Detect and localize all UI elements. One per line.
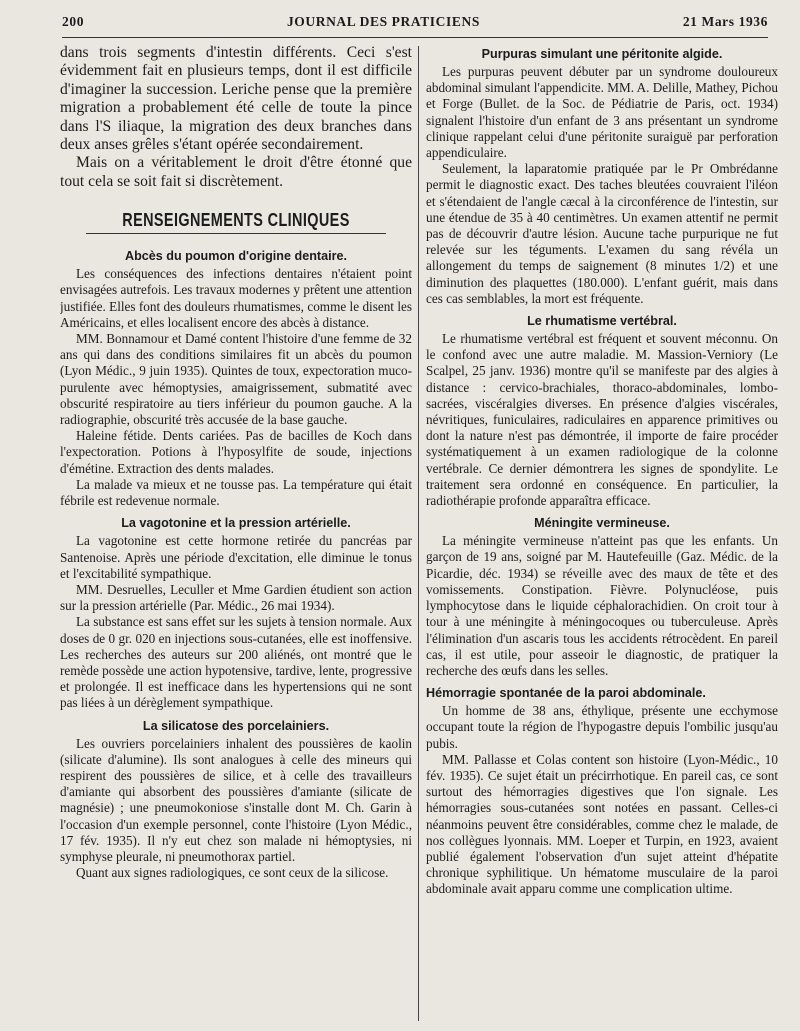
article-paragraph: La méningite vermineuse n'atteint pas que les enfants. Un garçon de 19 ans, soigné par M. Hautefeuille (Gaz. Médic. de la Picardie, déc. 1934) se réveille avec des maux de tête et des vomissements. Constipation. Fièvre. Polynucléose, puis lymphocytose dans le liquide céphalorachidien. On croit tour à tour à une méningite à méningocoques ou tuberculeuse. Après l'élimination d'un ascaris tous les accidents rétrocèdent. En pareil cas, il est utile, pour asseoir le diagnostic, de pratiquer la recherche des œufs dans les selles. — [426, 533, 778, 678]
article-paragraph: MM. Pallasse et Colas content son histoire (Lyon-Médic., 10 fév. 1935). Ce sujet était un précirrhotique. En pareil cas, ce sont surtout des hémorragies digestives que l'on signale. Les hémorragies sous-cutanées sont notées en passant. Celles-ci néanmoins peuvent être considérables, comme chez le malade, de nos collègues lyonnais. MM. Loeper et Turpin, en 1923, avaient publié également l'observation d'un sujet atteint d'hépatite chronique syphilitique. Un hématome musculaire de la paroi abdominale avait apparu comme une complication ultime. — [426, 751, 778, 897]
article-paragraph: Les ouvriers porcelainiers inhalent des poussières de kaolin (silicate d'alumine). Ils sont analogues à celle des mineurs qui respirent des poussières de silice, et à celle des travailleurs d'amiante qui absorbent des poussières d'amiante (silicate de magnésie) ; une pneumokoniose s'installe dont M. Ch. Garin à l'occasion d'un exemple personnel, conte l'histoire (Lyon Médic., 17 fév. 1935). Il n'y eut chez son malade ni hémoptysies, ni symphyse pleurale, ni pneumothorax partiel. — [60, 735, 412, 864]
article-title: Le rhumatisme vertébral. — [527, 314, 677, 329]
page-number: 200 — [62, 14, 85, 29]
section-rule — [86, 233, 386, 234]
journal-title: JOURNAL DES PRATICIENS — [286, 14, 480, 29]
intro-paragraph: dans trois segments d'intestin différents. Ceci s'est évidemment fait en plusieurs temps, dont il est difficile d'imaginer la succession. Leriche pense que la première migration a probablement été celle de toute la pince dans l'S iliaque, la migration des deux branches dans deux anses grêles s'étant opérée secondairement. — [60, 44, 412, 154]
right-column — [426, 44, 778, 1031]
article-paragraph: MM. Desruelles, Leculler et Mme Gardien étudient son action sur la pression artérielle (Par. Médic., 26 mai 1934). — [60, 581, 412, 614]
intro-paragraph: Mais on a véritablement le droit d'être étonné que tout cela se soit fait si discrètement. — [60, 154, 412, 190]
article-title: Méningite vermineuse. — [534, 516, 670, 531]
article-title: Hémorragie spontanée de la paroi abdominale. — [426, 686, 706, 701]
column-divider — [418, 46, 419, 1021]
article-paragraph: Haleine fétide. Dents cariées. Pas de bacilles de Koch dans l'expectoration. Potions à l'hyposylfite de soude, injections d'émétine. Extraction des dents malades. — [60, 428, 412, 476]
article-paragraph: MM. Bonnamour et Damé content l'histoire d'une femme de 32 ans qui dans des conditions similaires fit un abcès du poumon (Lyon Médic., 9 juin 1935). Quintes de toux, expectoration muco-purulente avec hémoptysies, amaigrissement, submatité avec obscurité respiratoire au tiers inférieur du poumon gauche. A la radiographie, obscurité très accusée de la base gauche. — [60, 331, 412, 428]
article-paragraph: Seulement, la laparatomie pratiquée par le Pr Ombrédanne permit le diagnostic exact. Des taches bleutées couvraient l'iléon et s'étendaient de l'angle cæcal à la circonférence de l'intestin, sur une étendue de 35 à 40 centimètres. Un examen attentif ne permit pas de découvrir d'autre lésion. Aucune tache purpurique ne fut relevée sur les téguments. L'examen du sang révéla un allongement du temps de saignement (8 minutes 1/2) et une diminution des plaquettes (180.000). L'enfant guérit, mais dans ces cas semblables, la mort est fréquente. — [426, 161, 778, 306]
running-header — [62, 14, 768, 36]
article-paragraph: Quant aux signes radiologiques, ce sont ceux de la silicose. — [76, 865, 389, 881]
article-title: Abcès du poumon d'origine dentaire. — [124, 249, 347, 264]
header-rule — [62, 37, 768, 38]
article-title: La vagotonine et la pression artérielle. — [121, 516, 351, 531]
section-title: RENSEIGNEMENTS CLINIQUES — [122, 209, 350, 231]
article-paragraph: La malade va mieux et ne tousse pas. La température qui était fébrile est redevenue normale. — [60, 476, 412, 509]
article-paragraph: La substance est sans effet sur les sujets à tension normale. Aux doses de 0 gr. 020 en injections sous-cutanées, elle est inoffensive. Les recherches des auteurs sur 200 aliénés, ont montré que le remède possède une action hypotensive, tardive, lente, progressive et prolongée. Il est inefficace dans les hypertensions qui ne sont pas liées à un dérèglement sympathique. — [60, 614, 412, 711]
article-title: La silicatose des porcelainiers. — [142, 718, 330, 733]
article-paragraph: La vagotonine est cette hormone retirée du pancréas par Santenoise. Après une période d'excitation, elle diminue le tonus et l'excitabilité sympathique. — [60, 533, 412, 581]
article-paragraph: Un homme de 38 ans, éthylique, présente une ecchymose occupant toute la région de l'hypogastre depuis l'ombilic jusqu'au pubis. — [426, 703, 778, 751]
article-paragraph: Les purpuras peuvent débuter par un syndrome douloureux abdominal simulant l'appendicite. MM. A. Delille, Mathey, Pichou et Forge (Bullet. de la Soc. de Pédiatrie de Paris, oct. 1934) signalent l'histoire d'un enfant de 3 ans présentant un syndrome clinique rappelant celui d'une péritonite suraiguë par perforation appendiculaire. — [426, 64, 778, 161]
article-paragraph: Le rhumatisme vertébral est fréquent et souvent méconnu. On le confond avec une autre maladie. M. Massion-Verniory (Le Scalpel, 25 janv. 1936) montre qu'il se manifeste par des algies à distance : cervico-brachiales, thoraco-abdominales, lombo-sacrées, viscéralgies diverses. En présence d'algies viscérales, névritiques, funiculaires, radiculaires en apparence primitives ou dont la nature n'est pas démontrée, il importe de faire procéder systématiquement à un examen radiologique de la colonne vertébrale. Ce dernier démontrera les signes de spondylite. Le traitement sera ordonné en conséquence. En particulier, la radiothérapie profonde apparaîtra efficace. — [426, 331, 778, 509]
left-column — [60, 44, 412, 1031]
article-paragraph: Les conséquences des infections dentaires n'étaient point envisagées autrefois. Les travaux modernes y prêtent une attention justifiée. Elles font des douleurs rhumatismes, comme le disent les Américains, et elles localisent encore des abcès à distance. — [60, 266, 412, 330]
article-title: Purpuras simulant une péritonite algide. — [481, 47, 723, 61]
issue-date: 21 Mars 1936 — [682, 14, 768, 29]
